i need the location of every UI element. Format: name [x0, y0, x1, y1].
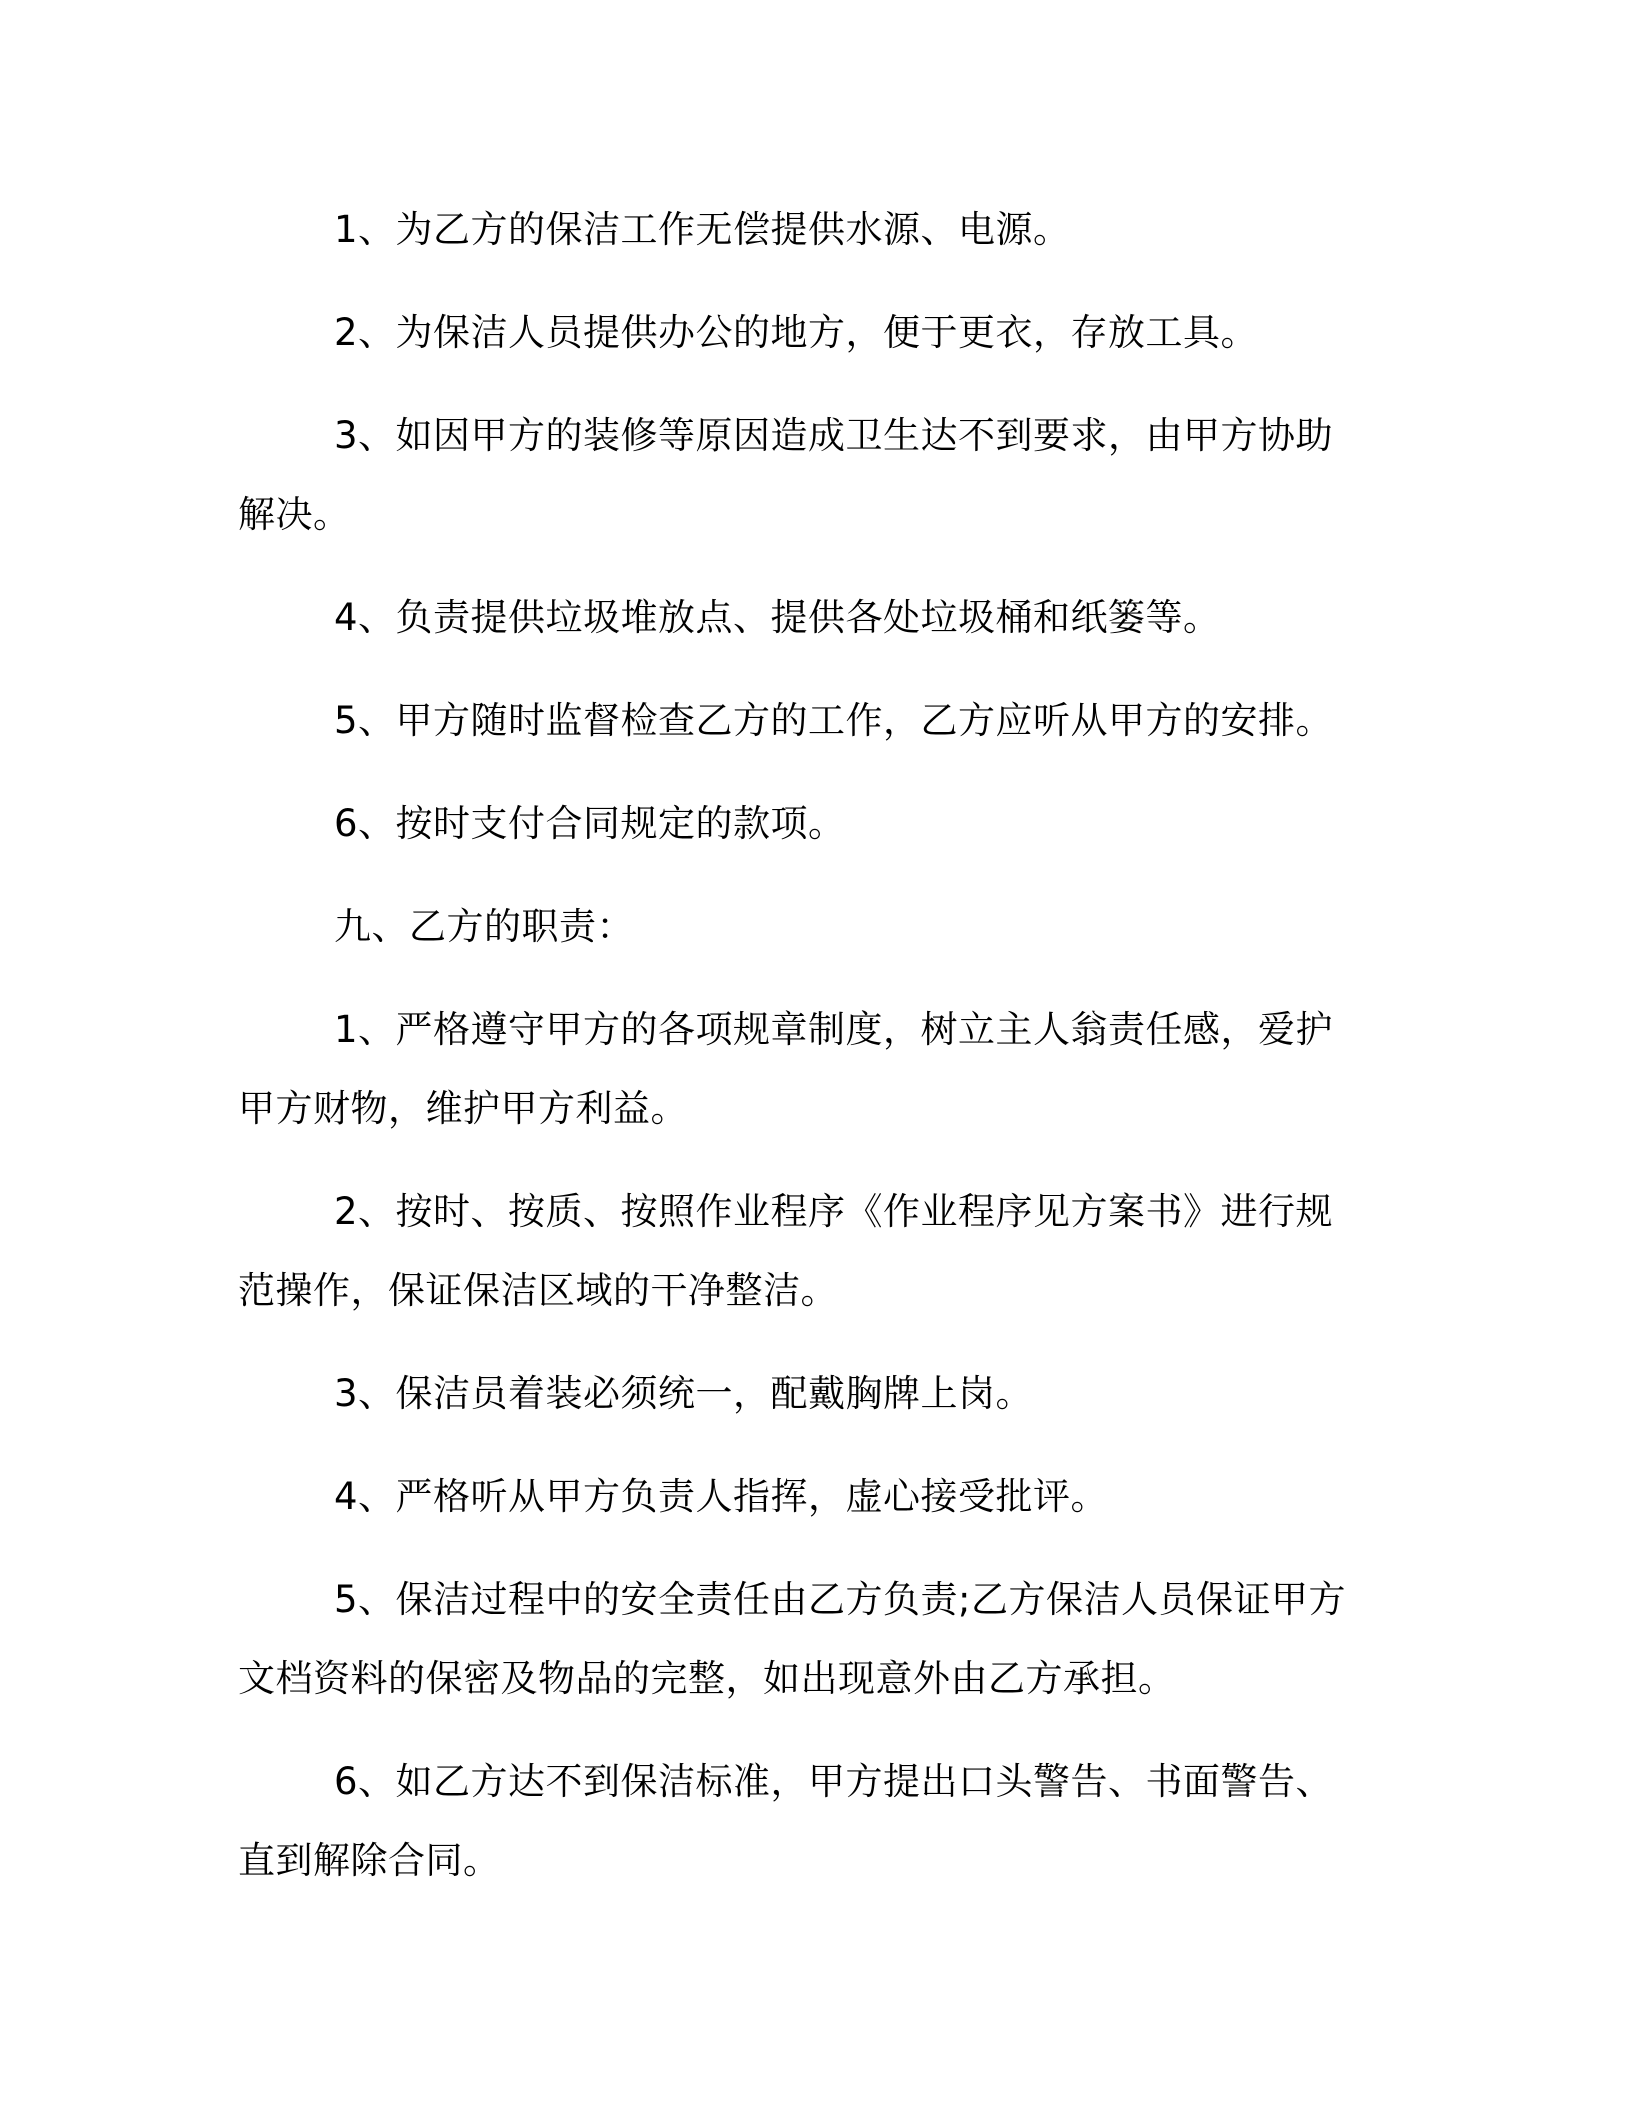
- paragraph-party-a-item-2: 2、为保洁人员提供办公的地方，便于更衣，存放工具。: [334, 311, 1259, 354]
- paragraph-party-b-item-1: 1、严格遵守甲方的各项规章制度，树立主人翁责任感，爱护甲方财物，维护甲方利益。: [238, 1008, 1334, 1130]
- paragraph-party-b-item-3: 3、保洁员着装必须统一，配戴胸牌上岗。: [334, 1372, 1034, 1415]
- paragraph-party-a-item-5: 5、甲方随时监督检查乙方的工作，乙方应听从甲方的安排。: [334, 699, 1334, 742]
- paragraph-party-b-item-6: 6、如乙方达不到保洁标准，甲方提出口头警告、书面警告、直到解除合同。: [238, 1760, 1334, 1882]
- paragraph-party-a-item-4: 4、负责提供垃圾堆放点、提供各处垃圾桶和纸篓等。: [334, 596, 1221, 639]
- section-heading-party-b-duties: 九、乙方的职责：: [334, 905, 634, 948]
- paragraph-party-b-item-2: 2、按时、按质、按照作业程序《作业程序见方案书》进行规范操作，保证保洁区域的干净整洁。: [238, 1190, 1334, 1312]
- paragraph-party-b-item-4: 4、严格听从甲方负责人指挥，虚心接受批评。: [334, 1475, 1109, 1518]
- document-body: [238, 190, 1368, 1924]
- paragraph-party-a-item-3: 3、如因甲方的装修等原因造成卫生达不到要求，由甲方协助解决。: [238, 414, 1334, 536]
- paragraph-party-a-item-6: 6、按时支付合同规定的款项。: [334, 802, 846, 845]
- paragraph-party-a-item-1: 1、为乙方的保洁工作无偿提供水源、电源。: [334, 208, 1071, 251]
- paragraph-party-b-item-5: 5、保洁过程中的安全责任由乙方负责;乙方保洁人员保证甲方文档资料的保密及物品的完整，如出现意外由乙方承担。: [238, 1578, 1347, 1700]
